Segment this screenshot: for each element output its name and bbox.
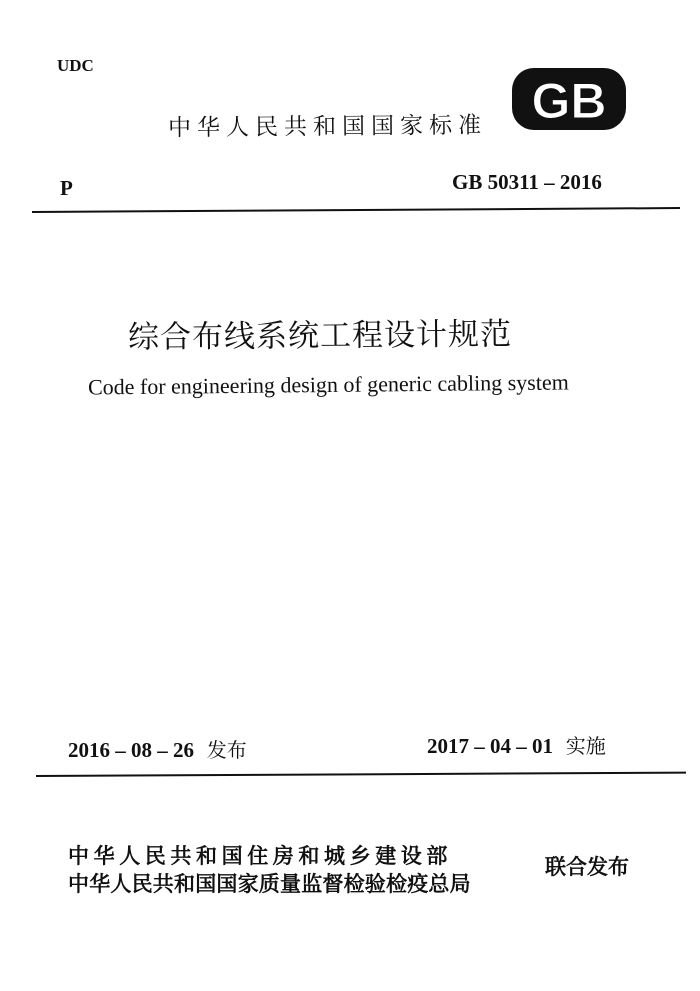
publisher-2: 中华人民共和国国家质量监督检验检疫总局 (68, 872, 471, 896)
implement-date: 2017 – 04 – 01 (427, 734, 553, 758)
category-code: P (60, 176, 73, 200)
standard-number: GB 50311 – 2016 (452, 170, 602, 194)
joint-publish-label: 联合发布 (545, 855, 629, 879)
udc-label: UDC (57, 56, 94, 75)
title-chinese: 综合布线系统工程设计规范 (127, 316, 513, 356)
standard-type-heading: 中华人民共和国国家标准 (167, 112, 488, 142)
publisher-1: 中华人民共和国住房和城乡建设部 (68, 844, 452, 868)
gb-logo (510, 66, 628, 132)
title-english: Code for engineering design of generic cabling system (87, 369, 569, 400)
header-divider (32, 207, 680, 213)
gb-logo-text: GB (531, 73, 607, 129)
issue-label: 发布 (206, 738, 247, 762)
footer-divider (36, 772, 686, 777)
issue-date: 2016 – 08 – 26 (68, 738, 194, 762)
implement-date-block (427, 730, 606, 759)
issue-date-block (68, 734, 247, 763)
implement-label: 实施 (565, 734, 606, 758)
